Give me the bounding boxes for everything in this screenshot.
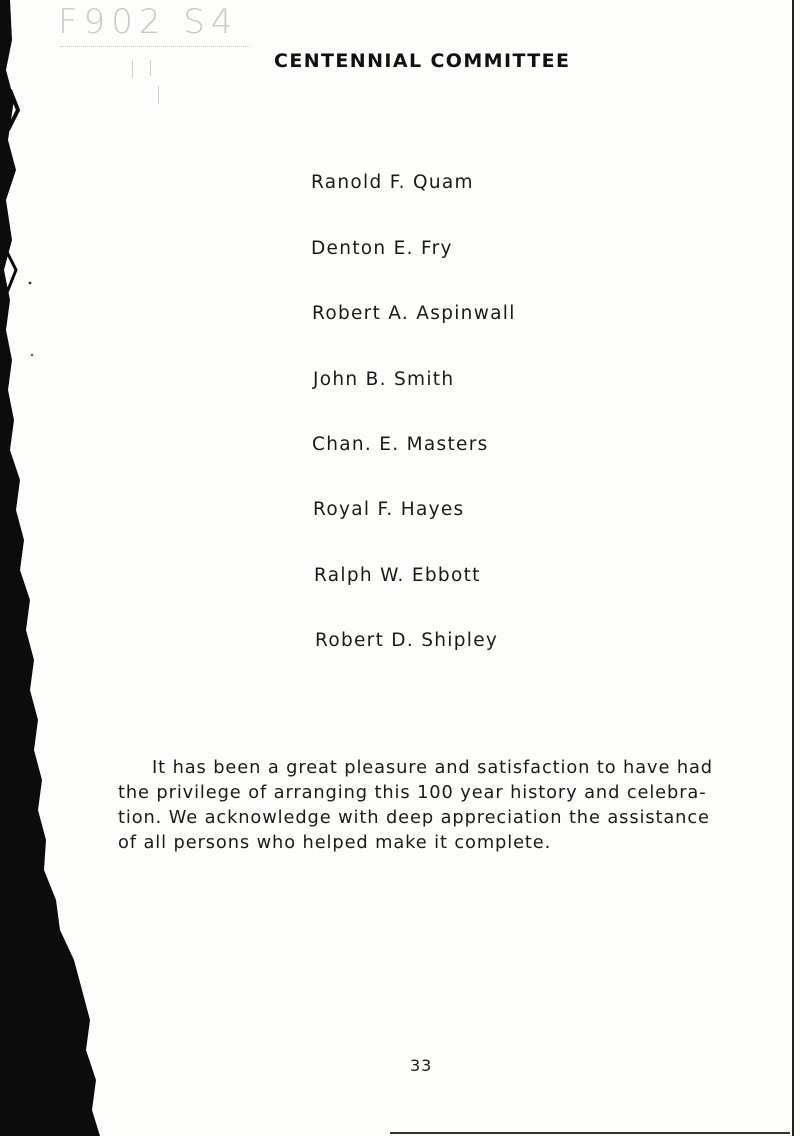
page-title: CENTENNIAL COMMITTEE [274, 50, 571, 72]
committee-member: Chan. E. Masters [312, 434, 489, 455]
paragraph-line: the privilege of arranging this 100 year history and celebra- [118, 782, 707, 803]
pencil-tick [132, 60, 133, 78]
pencil-catalogue-mark: F902 S4 [58, 2, 239, 42]
committee-member: Robert A. Aspinwall [312, 303, 516, 324]
paragraph-line: tion. We acknowledge with deep appreciation the assistance [118, 807, 710, 828]
paragraph-line: of all persons who helped make it complete. [118, 832, 552, 853]
page-number: 33 [410, 1056, 433, 1075]
paragraph-line: It has been a great pleasure and satisfaction to have had [152, 757, 713, 778]
pencil-underline [60, 46, 250, 48]
page-right-border [792, 0, 794, 1136]
pencil-tick [158, 86, 159, 104]
pencil-tick [150, 60, 151, 76]
torn-page-edge [0, 0, 110, 1136]
committee-member: Robert D. Shipley [315, 630, 499, 651]
committee-member: Royal F. Hayes [313, 499, 465, 520]
acknowledgement-paragraph [118, 755, 718, 855]
committee-member: Ralph W. Ebbott [314, 565, 481, 586]
committee-member: Ranold F. Quam [311, 172, 474, 193]
page-bottom-edge [390, 1132, 790, 1134]
committee-member: Denton E. Fry [311, 238, 453, 259]
committee-member: John B. Smith [313, 369, 455, 390]
